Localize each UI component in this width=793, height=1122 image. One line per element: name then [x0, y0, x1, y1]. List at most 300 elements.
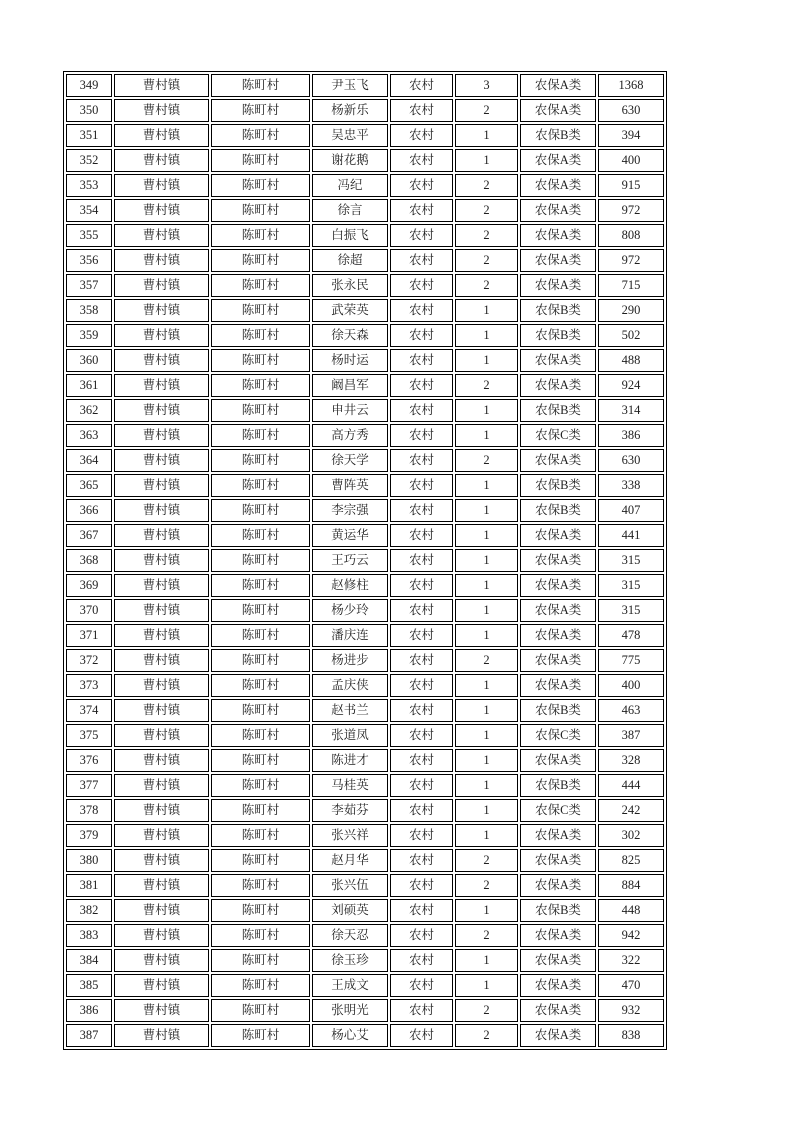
cell-insurance-category: 农保B类 [520, 299, 596, 322]
cell-seq: 375 [66, 724, 112, 747]
cell-person-count: 1 [455, 424, 518, 447]
cell-person-count: 1 [455, 974, 518, 997]
cell-person-count: 2 [455, 274, 518, 297]
cell-amount: 407 [598, 499, 664, 522]
cell-amount: 448 [598, 899, 664, 922]
cell-insurance-category: 农保A类 [520, 999, 596, 1022]
cell-village: 陈町村 [211, 874, 310, 897]
cell-amount: 338 [598, 474, 664, 497]
cell-name: 尹玉飞 [312, 74, 388, 97]
cell-person-count: 1 [455, 749, 518, 772]
cell-name: 张兴伍 [312, 874, 388, 897]
cell-insurance-category: 农保A类 [520, 1024, 596, 1047]
cell-insurance-category: 农保A类 [520, 374, 596, 397]
table-row [66, 899, 664, 922]
cell-person-count: 2 [455, 999, 518, 1022]
cell-person-count: 1 [455, 124, 518, 147]
cell-amount: 386 [598, 424, 664, 447]
cell-amount: 315 [598, 549, 664, 572]
cell-seq: 366 [66, 499, 112, 522]
cell-residence-type: 农村 [390, 599, 453, 622]
cell-residence-type: 农村 [390, 874, 453, 897]
cell-town: 曹村镇 [114, 224, 209, 247]
cell-town: 曹村镇 [114, 299, 209, 322]
cell-name: 潘庆连 [312, 624, 388, 647]
table-row [66, 999, 664, 1022]
cell-residence-type: 农村 [390, 724, 453, 747]
table-row [66, 249, 664, 272]
cell-amount: 808 [598, 224, 664, 247]
table-row [66, 824, 664, 847]
table-row [66, 99, 664, 122]
cell-amount: 825 [598, 849, 664, 872]
cell-amount: 715 [598, 274, 664, 297]
cell-person-count: 1 [455, 349, 518, 372]
cell-residence-type: 农村 [390, 549, 453, 572]
cell-town: 曹村镇 [114, 499, 209, 522]
table-row [66, 199, 664, 222]
cell-name: 张明光 [312, 999, 388, 1022]
cell-residence-type: 农村 [390, 224, 453, 247]
table-row [66, 1024, 664, 1047]
cell-person-count: 1 [455, 574, 518, 597]
cell-village: 陈町村 [211, 199, 310, 222]
cell-seq: 358 [66, 299, 112, 322]
cell-village: 陈町村 [211, 324, 310, 347]
table-row [66, 474, 664, 497]
cell-amount: 242 [598, 799, 664, 822]
cell-seq: 357 [66, 274, 112, 297]
cell-seq: 351 [66, 124, 112, 147]
cell-person-count: 2 [455, 924, 518, 947]
cell-person-count: 2 [455, 649, 518, 672]
cell-amount: 394 [598, 124, 664, 147]
cell-residence-type: 农村 [390, 199, 453, 222]
cell-person-count: 1 [455, 824, 518, 847]
table-row [66, 349, 664, 372]
cell-residence-type: 农村 [390, 899, 453, 922]
cell-name: 刘硕英 [312, 899, 388, 922]
cell-town: 曹村镇 [114, 924, 209, 947]
table-row [66, 374, 664, 397]
cell-amount: 838 [598, 1024, 664, 1047]
cell-residence-type: 农村 [390, 624, 453, 647]
cell-amount: 315 [598, 574, 664, 597]
cell-residence-type: 农村 [390, 524, 453, 547]
cell-insurance-category: 农保A类 [520, 949, 596, 972]
cell-town: 曹村镇 [114, 574, 209, 597]
cell-name: 徐言 [312, 199, 388, 222]
cell-residence-type: 农村 [390, 174, 453, 197]
cell-village: 陈町村 [211, 1024, 310, 1047]
cell-insurance-category: 农保A类 [520, 824, 596, 847]
cell-person-count: 1 [455, 299, 518, 322]
cell-village: 陈町村 [211, 774, 310, 797]
cell-residence-type: 农村 [390, 274, 453, 297]
cell-name: 徐天森 [312, 324, 388, 347]
cell-name: 杨新乐 [312, 99, 388, 122]
cell-insurance-category: 农保A类 [520, 974, 596, 997]
cell-name: 曹阵英 [312, 474, 388, 497]
table-row [66, 949, 664, 972]
cell-person-count: 1 [455, 724, 518, 747]
cell-amount: 441 [598, 524, 664, 547]
cell-person-count: 2 [455, 874, 518, 897]
cell-village: 陈町村 [211, 99, 310, 122]
cell-seq: 373 [66, 674, 112, 697]
cell-amount: 630 [598, 449, 664, 472]
cell-amount: 302 [598, 824, 664, 847]
cell-town: 曹村镇 [114, 949, 209, 972]
cell-village: 陈町村 [211, 999, 310, 1022]
cell-person-count: 2 [455, 224, 518, 247]
cell-seq: 353 [66, 174, 112, 197]
cell-person-count: 2 [455, 374, 518, 397]
cell-residence-type: 农村 [390, 374, 453, 397]
cell-village: 陈町村 [211, 549, 310, 572]
cell-person-count: 2 [455, 849, 518, 872]
cell-seq: 382 [66, 899, 112, 922]
table-row [66, 124, 664, 147]
table-row [66, 574, 664, 597]
table-row [66, 974, 664, 997]
cell-name: 阚昌军 [312, 374, 388, 397]
cell-seq: 387 [66, 1024, 112, 1047]
cell-town: 曹村镇 [114, 174, 209, 197]
cell-amount: 463 [598, 699, 664, 722]
cell-town: 曹村镇 [114, 874, 209, 897]
cell-insurance-category: 农保B类 [520, 324, 596, 347]
cell-insurance-category: 农保A类 [520, 74, 596, 97]
cell-seq: 352 [66, 149, 112, 172]
cell-seq: 372 [66, 649, 112, 672]
cell-person-count: 2 [455, 99, 518, 122]
cell-residence-type: 农村 [390, 474, 453, 497]
table-row [66, 424, 664, 447]
cell-person-count: 2 [455, 449, 518, 472]
cell-residence-type: 农村 [390, 924, 453, 947]
cell-village: 陈町村 [211, 499, 310, 522]
cell-residence-type: 农村 [390, 349, 453, 372]
cell-name: 徐天学 [312, 449, 388, 472]
cell-person-count: 2 [455, 174, 518, 197]
cell-insurance-category: 农保B类 [520, 774, 596, 797]
cell-amount: 915 [598, 174, 664, 197]
cell-amount: 290 [598, 299, 664, 322]
cell-seq: 360 [66, 349, 112, 372]
cell-person-count: 2 [455, 199, 518, 222]
cell-insurance-category: 农保A类 [520, 99, 596, 122]
cell-insurance-category: 农保B类 [520, 474, 596, 497]
cell-town: 曹村镇 [114, 999, 209, 1022]
cell-residence-type: 农村 [390, 949, 453, 972]
cell-village: 陈町村 [211, 924, 310, 947]
cell-seq: 354 [66, 199, 112, 222]
cell-seq: 361 [66, 374, 112, 397]
cell-town: 曹村镇 [114, 624, 209, 647]
cell-amount: 884 [598, 874, 664, 897]
cell-insurance-category: 农保A类 [520, 174, 596, 197]
cell-person-count: 2 [455, 1024, 518, 1047]
cell-name: 黄运华 [312, 524, 388, 547]
cell-village: 陈町村 [211, 599, 310, 622]
cell-seq: 363 [66, 424, 112, 447]
cell-village: 陈町村 [211, 349, 310, 372]
cell-seq: 379 [66, 824, 112, 847]
cell-person-count: 1 [455, 949, 518, 972]
table-row [66, 649, 664, 672]
cell-insurance-category: 农保A类 [520, 674, 596, 697]
cell-insurance-category: 农保A类 [520, 224, 596, 247]
table-row [66, 499, 664, 522]
table-body [66, 74, 664, 1047]
cell-name: 冯纪 [312, 174, 388, 197]
cell-amount: 972 [598, 249, 664, 272]
table-row [66, 399, 664, 422]
cell-residence-type: 农村 [390, 74, 453, 97]
cell-name: 李宗强 [312, 499, 388, 522]
cell-seq: 368 [66, 549, 112, 572]
cell-name: 杨少玲 [312, 599, 388, 622]
cell-residence-type: 农村 [390, 749, 453, 772]
table-row [66, 149, 664, 172]
cell-person-count: 2 [455, 249, 518, 272]
cell-name: 张兴祥 [312, 824, 388, 847]
cell-village: 陈町村 [211, 474, 310, 497]
cell-residence-type: 农村 [390, 124, 453, 147]
cell-residence-type: 农村 [390, 249, 453, 272]
cell-insurance-category: 农保A类 [520, 874, 596, 897]
cell-name: 赵月华 [312, 849, 388, 872]
cell-amount: 942 [598, 924, 664, 947]
cell-insurance-category: 农保A类 [520, 624, 596, 647]
cell-village: 陈町村 [211, 224, 310, 247]
cell-insurance-category: 农保A类 [520, 549, 596, 572]
cell-village: 陈町村 [211, 249, 310, 272]
cell-insurance-category: 农保B类 [520, 899, 596, 922]
cell-seq: 380 [66, 849, 112, 872]
table-row [66, 874, 664, 897]
cell-town: 曹村镇 [114, 549, 209, 572]
cell-insurance-category: 农保A类 [520, 574, 596, 597]
table-row [66, 274, 664, 297]
cell-seq: 370 [66, 599, 112, 622]
cell-seq: 384 [66, 949, 112, 972]
cell-name: 马桂英 [312, 774, 388, 797]
cell-name: 谢花鹅 [312, 149, 388, 172]
cell-town: 曹村镇 [114, 774, 209, 797]
cell-insurance-category: 农保C类 [520, 724, 596, 747]
cell-name: 杨心艾 [312, 1024, 388, 1047]
cell-name: 李茹芬 [312, 799, 388, 822]
cell-amount: 328 [598, 749, 664, 772]
table-row [66, 674, 664, 697]
cell-town: 曹村镇 [114, 599, 209, 622]
cell-town: 曹村镇 [114, 674, 209, 697]
cell-residence-type: 农村 [390, 999, 453, 1022]
cell-insurance-category: 农保A类 [520, 274, 596, 297]
cell-amount: 444 [598, 774, 664, 797]
cell-insurance-category: 农保A类 [520, 199, 596, 222]
cell-town: 曹村镇 [114, 974, 209, 997]
table-row [66, 299, 664, 322]
cell-insurance-category: 农保A类 [520, 524, 596, 547]
table-row [66, 624, 664, 647]
cell-name: 陈进才 [312, 749, 388, 772]
cell-village: 陈町村 [211, 524, 310, 547]
cell-residence-type: 农村 [390, 499, 453, 522]
cell-person-count: 1 [455, 499, 518, 522]
cell-name: 武荣英 [312, 299, 388, 322]
cell-seq: 371 [66, 624, 112, 647]
cell-amount: 470 [598, 974, 664, 997]
cell-insurance-category: 农保B类 [520, 699, 596, 722]
cell-town: 曹村镇 [114, 724, 209, 747]
cell-residence-type: 农村 [390, 824, 453, 847]
cell-residence-type: 农村 [390, 424, 453, 447]
cell-residence-type: 农村 [390, 774, 453, 797]
cell-name: 孟庆侠 [312, 674, 388, 697]
cell-person-count: 1 [455, 624, 518, 647]
cell-village: 陈町村 [211, 299, 310, 322]
cell-person-count: 1 [455, 474, 518, 497]
cell-village: 陈町村 [211, 749, 310, 772]
cell-seq: 367 [66, 524, 112, 547]
cell-name: 杨进步 [312, 649, 388, 672]
cell-residence-type: 农村 [390, 149, 453, 172]
cell-insurance-category: 农保B类 [520, 499, 596, 522]
cell-name: 张道凤 [312, 724, 388, 747]
cell-insurance-category: 农保B类 [520, 399, 596, 422]
cell-amount: 315 [598, 599, 664, 622]
cell-amount: 924 [598, 374, 664, 397]
cell-insurance-category: 农保A类 [520, 249, 596, 272]
cell-name: 徐天忍 [312, 924, 388, 947]
cell-seq: 356 [66, 249, 112, 272]
cell-town: 曹村镇 [114, 824, 209, 847]
cell-person-count: 1 [455, 324, 518, 347]
cell-insurance-category: 农保A类 [520, 349, 596, 372]
cell-town: 曹村镇 [114, 399, 209, 422]
cell-person-count: 1 [455, 399, 518, 422]
cell-village: 陈町村 [211, 649, 310, 672]
table-row [66, 74, 664, 97]
cell-residence-type: 农村 [390, 849, 453, 872]
cell-name: 申井云 [312, 399, 388, 422]
cell-insurance-category: 农保A类 [520, 749, 596, 772]
cell-amount: 478 [598, 624, 664, 647]
cell-person-count: 1 [455, 799, 518, 822]
cell-town: 曹村镇 [114, 249, 209, 272]
cell-residence-type: 农村 [390, 1024, 453, 1047]
cell-town: 曹村镇 [114, 74, 209, 97]
cell-person-count: 1 [455, 674, 518, 697]
cell-name: 白振飞 [312, 224, 388, 247]
cell-village: 陈町村 [211, 124, 310, 147]
cell-insurance-category: 农保B类 [520, 124, 596, 147]
cell-town: 曹村镇 [114, 274, 209, 297]
cell-amount: 387 [598, 724, 664, 747]
cell-town: 曹村镇 [114, 1024, 209, 1047]
cell-seq: 378 [66, 799, 112, 822]
cell-person-count: 1 [455, 699, 518, 722]
cell-seq: 362 [66, 399, 112, 422]
cell-town: 曹村镇 [114, 424, 209, 447]
cell-insurance-category: 农保C类 [520, 424, 596, 447]
cell-residence-type: 农村 [390, 99, 453, 122]
cell-insurance-category: 农保A类 [520, 649, 596, 672]
cell-name: 赵书兰 [312, 699, 388, 722]
table-row [66, 749, 664, 772]
cell-name: 徐超 [312, 249, 388, 272]
cell-village: 陈町村 [211, 574, 310, 597]
cell-insurance-category: 农保A类 [520, 149, 596, 172]
cell-residence-type: 农村 [390, 674, 453, 697]
cell-name: 徐玉珍 [312, 949, 388, 972]
cell-insurance-category: 农保A类 [520, 449, 596, 472]
cell-town: 曹村镇 [114, 99, 209, 122]
cell-name: 吴忠平 [312, 124, 388, 147]
table-row [66, 699, 664, 722]
cell-village: 陈町村 [211, 849, 310, 872]
cell-seq: 383 [66, 924, 112, 947]
table-row [66, 724, 664, 747]
cell-seq: 359 [66, 324, 112, 347]
cell-seq: 385 [66, 974, 112, 997]
cell-name: 杨时运 [312, 349, 388, 372]
cell-residence-type: 农村 [390, 449, 453, 472]
table-row [66, 849, 664, 872]
cell-village: 陈町村 [211, 449, 310, 472]
cell-amount: 775 [598, 649, 664, 672]
cell-village: 陈町村 [211, 399, 310, 422]
cell-town: 曹村镇 [114, 124, 209, 147]
cell-name: 高方秀 [312, 424, 388, 447]
cell-seq: 386 [66, 999, 112, 1022]
cell-person-count: 1 [455, 774, 518, 797]
cell-person-count: 3 [455, 74, 518, 97]
cell-amount: 322 [598, 949, 664, 972]
table-row [66, 224, 664, 247]
cell-village: 陈町村 [211, 274, 310, 297]
cell-seq: 365 [66, 474, 112, 497]
table-row [66, 799, 664, 822]
cell-amount: 1368 [598, 74, 664, 97]
cell-town: 曹村镇 [114, 649, 209, 672]
cell-village: 陈町村 [211, 624, 310, 647]
table-row [66, 774, 664, 797]
cell-name: 赵修柱 [312, 574, 388, 597]
cell-town: 曹村镇 [114, 699, 209, 722]
cell-village: 陈町村 [211, 824, 310, 847]
cell-seq: 349 [66, 74, 112, 97]
cell-amount: 488 [598, 349, 664, 372]
cell-village: 陈町村 [211, 674, 310, 697]
cell-name: 王成文 [312, 974, 388, 997]
cell-village: 陈町村 [211, 424, 310, 447]
cell-village: 陈町村 [211, 724, 310, 747]
table-row [66, 324, 664, 347]
cell-town: 曹村镇 [114, 324, 209, 347]
cell-seq: 376 [66, 749, 112, 772]
cell-seq: 369 [66, 574, 112, 597]
cell-insurance-category: 农保C类 [520, 799, 596, 822]
cell-seq: 381 [66, 874, 112, 897]
cell-seq: 364 [66, 449, 112, 472]
cell-person-count: 1 [455, 149, 518, 172]
cell-town: 曹村镇 [114, 149, 209, 172]
cell-town: 曹村镇 [114, 199, 209, 222]
